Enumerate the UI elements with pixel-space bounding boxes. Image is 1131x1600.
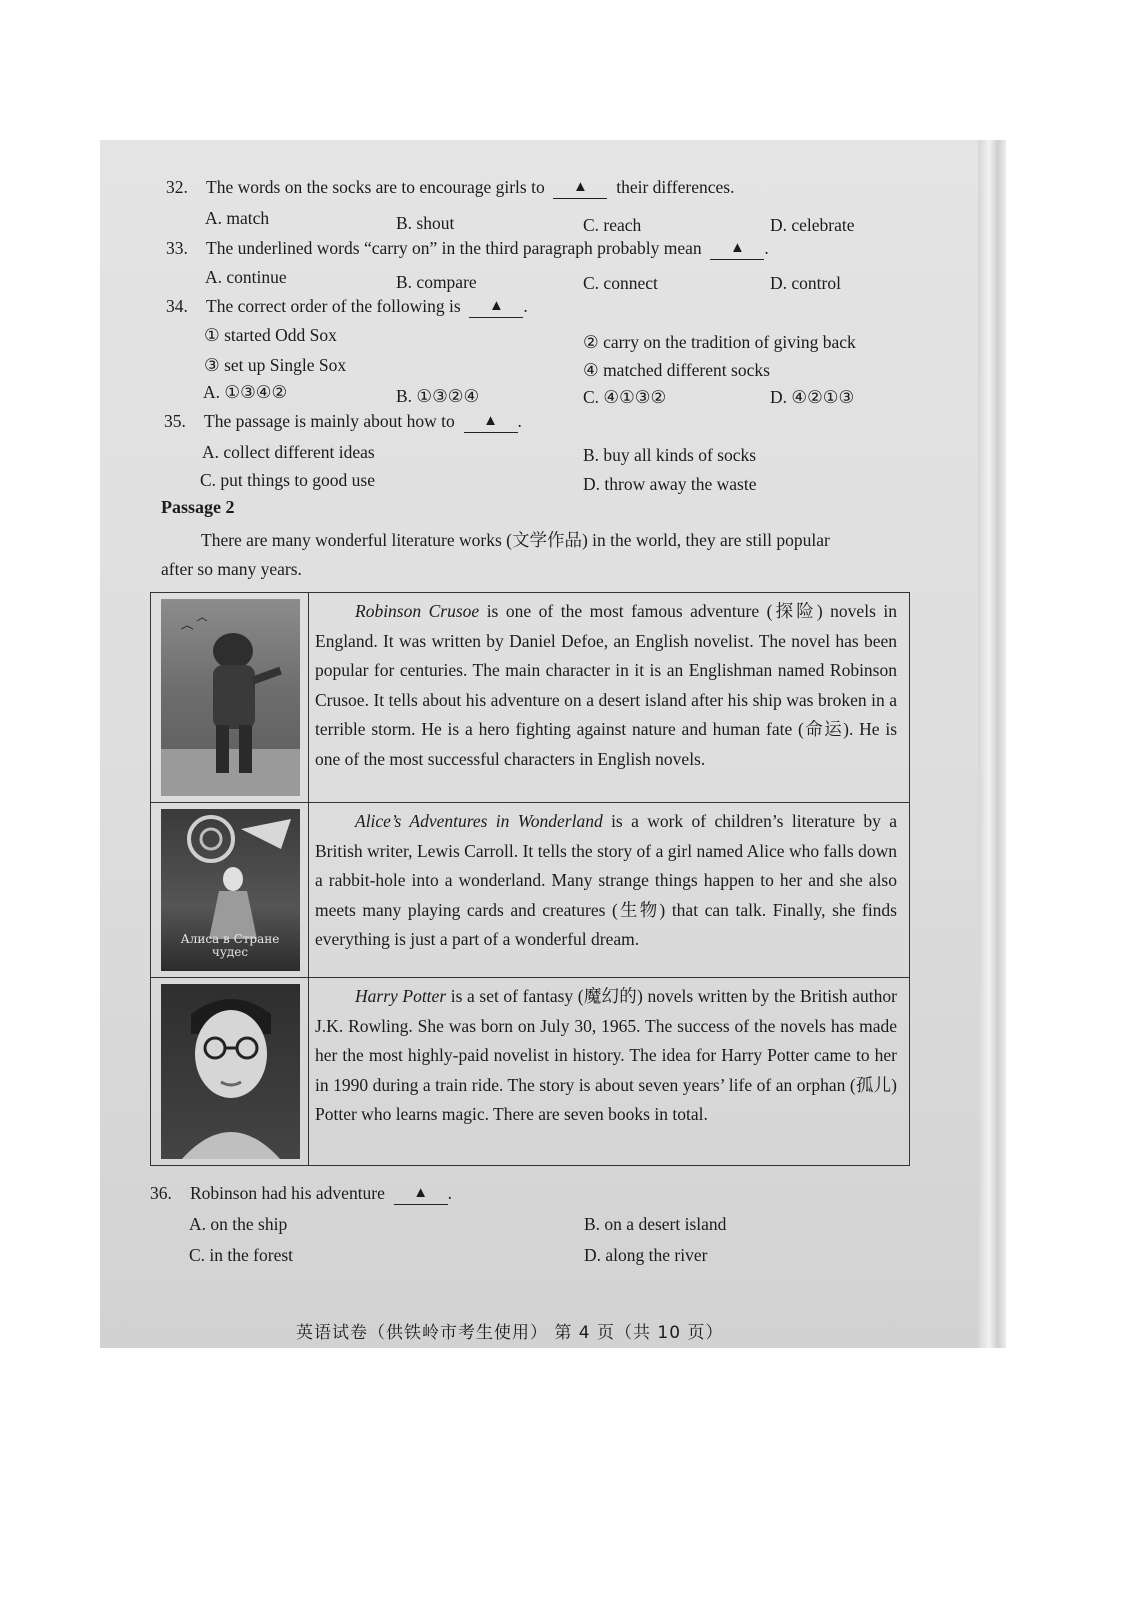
harry-potter-photo (161, 984, 300, 1159)
book-row-robinson (151, 593, 909, 802)
option-34a: A. ①③④② (203, 382, 288, 402)
question-36: 36. Robinson had his adventure ▲ . (150, 1182, 452, 1207)
book-title: Harry Potter (355, 986, 447, 1006)
book-title: Robinson Crusoe (355, 601, 480, 621)
option-36a: A. on the ship (189, 1214, 288, 1234)
answer-blank: ▲ (710, 235, 764, 260)
answer-blank: ▲ (394, 1180, 448, 1205)
question-34: 34. The correct order of the following is ▲ . (166, 295, 528, 320)
page-stack-edge (978, 140, 1006, 1348)
book-title: Alice’s Adventures in Wonderland (355, 811, 603, 831)
passage-intro-line1: There are many wonderful literature works (文学作品) in the world, they are still popular (201, 530, 830, 550)
answer-blank: ▲ (469, 293, 523, 318)
option-32d: D. celebrate (770, 215, 855, 235)
page-footer: 英语试卷（供铁岭市考生使用） 第 4 页（共 10 页） (296, 1323, 724, 1343)
book-row-harry-potter (151, 977, 909, 1165)
image-cell (151, 978, 309, 1165)
image-cell (151, 803, 309, 977)
option-36b: B. on a desert island (584, 1214, 727, 1234)
option-35d: D. throw away the waste (583, 474, 757, 494)
answer-blank: ▲ (553, 174, 607, 199)
books-table (150, 592, 910, 1166)
harry-face-icon (161, 984, 300, 1159)
answer-blank: ▲ (464, 408, 518, 433)
option-33b: B. compare (396, 272, 477, 292)
item-34-1: ① started Odd Sox (204, 325, 337, 345)
robinson-crusoe-illustration (161, 599, 300, 796)
book-description: Alice’s Adventures in Wonderland is a work of children’s literature by a British writer, Lewis Carroll. It tells the story of a girl named Alice who falls down a rabbit-hole into a wonderland. Many strange things happen to her and she also meets many playing cards and creatures (生物) that can talk. Finally, she finds everything is just a part of a wonderful dream. (315, 811, 897, 949)
question-33: 33. The underlined words “carry on” in the third paragraph probably mean ▲ . (166, 237, 769, 262)
image-cell (151, 593, 309, 802)
book-description: Harry Potter is a set of fantasy (魔幻的) novels written by the British author J.K. Rowling. She was born on July 30, 1965. The success of the novels has made her the most highly-paid novelist in history. The idea for Harry Potter came to her in 1990 during a train ride. The story is about seven years’ life of an orphan (孤儿) Potter who learns magic. There are seven books in total. (315, 986, 897, 1124)
option-35c: C. put things to good use (200, 470, 376, 490)
poster-title-text: Алиса в Стране чудес (180, 932, 280, 959)
book-row-alice (151, 802, 909, 977)
passage-title: Passage 2 (161, 497, 235, 517)
item-34-2: ② carry on the tradition of giving back (583, 332, 856, 352)
option-35b: B. buy all kinds of socks (583, 445, 757, 465)
option-35a: A. collect different ideas (202, 442, 375, 462)
option-36d: D. along the river (584, 1245, 708, 1265)
option-36c: C. in the forest (189, 1245, 294, 1265)
book-description: Robinson Crusoe is one of the most famous adventure (探险) novels in England. It was written by Daniel Defoe, an English novelist. The novel has been popular for centuries. The main character in it is an Englishman named Robinson Crusoe. It tells about his adventure on a desert island after his ship was broken in a terrible storm. He is a hero fighting against nature and human fate (命运). He is one of the most successful characters in English novels. (315, 601, 897, 769)
option-32c: C. reach (583, 215, 642, 235)
question-35: 35. The passage is mainly about how to ▲ . (164, 410, 522, 435)
alice-poster (161, 809, 300, 971)
item-34-4: ④ matched different socks (583, 360, 770, 380)
option-34b: B. ①③②④ (396, 386, 480, 406)
item-34-3: ③ set up Single Sox (204, 355, 347, 375)
option-32b: B. shout (396, 213, 455, 233)
option-33c: C. connect (583, 273, 658, 293)
option-34d: D. ④②①③ (770, 387, 855, 407)
option-33d: D. control (770, 273, 841, 293)
robinson-figure-icon (161, 599, 300, 796)
option-32a: A. match (205, 208, 270, 228)
option-34c: C. ④①③② (583, 387, 667, 407)
question-32: 32. The words on the socks are to encourage girls to ▲ their differences. (166, 176, 734, 201)
option-33a: A. continue (205, 267, 287, 287)
passage-intro-line2: after so many years. (161, 559, 302, 579)
